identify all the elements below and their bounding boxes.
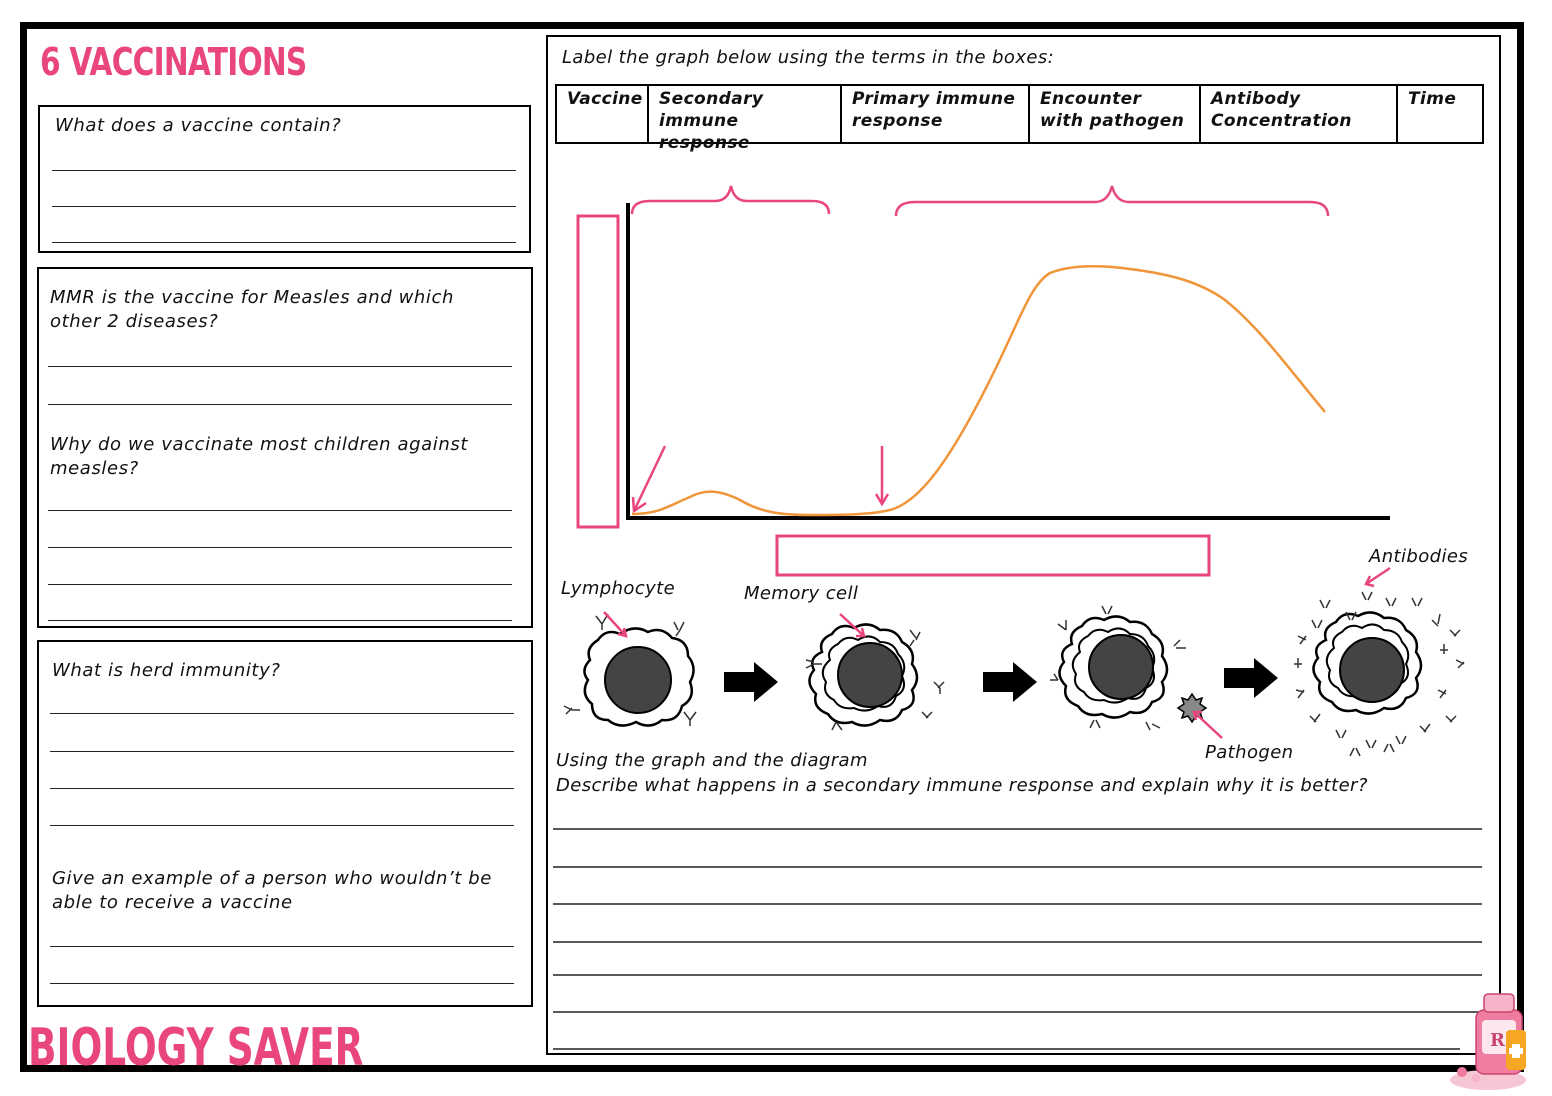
cell-with-pathogen xyxy=(1050,606,1206,730)
prompt-line-2: Describe what happens in a secondary immune response and explain why it is better? xyxy=(556,775,1368,796)
vaccine-arrow xyxy=(633,446,665,511)
brace-second-response[interactable] xyxy=(896,186,1328,216)
encounter-arrow xyxy=(876,446,888,504)
term-secondary-response: Secondary immune response xyxy=(649,86,842,142)
lymphocyte-label: Lymphocyte xyxy=(561,578,676,599)
antibodies-label: Antibodies xyxy=(1369,546,1469,567)
y-axis-label-box[interactable] xyxy=(578,216,618,527)
antibody-curve xyxy=(632,266,1325,515)
question-mmr: MMR is the vaccine for Measles and which other 2 diseases? xyxy=(50,287,455,332)
question-measles: Why do we vaccinate most children against measles? xyxy=(50,434,468,479)
term-antibody-concentration: Antibody Concentration xyxy=(1201,86,1398,142)
term-primary-response: Primary immune response xyxy=(842,86,1030,142)
term-time: Time xyxy=(1408,89,1457,109)
svg-text:R: R xyxy=(1490,1030,1505,1051)
question-herd-immunity: What is herd immunity? xyxy=(52,660,281,681)
graph-axes xyxy=(626,203,1390,520)
pathogen-pointer xyxy=(1194,712,1222,738)
answer-lines[interactable] xyxy=(553,829,1482,1049)
question-no-vaccine: Give an example of a person who wouldn’t be able to receive a vaccine xyxy=(52,868,492,913)
brace-first-response[interactable] xyxy=(632,186,829,214)
antibodies-pointer xyxy=(1366,568,1390,586)
question-vaccine-contents: What does a vaccine contain? xyxy=(55,115,342,136)
term-encounter-pathogen: Encounter with pathogen xyxy=(1030,86,1201,142)
memory-cell xyxy=(806,624,944,730)
memory-cell-label: Memory cell xyxy=(744,583,859,604)
process-arrow xyxy=(1224,658,1278,698)
lymphocyte-cell xyxy=(564,614,696,726)
process-arrow xyxy=(983,662,1037,702)
process-arrow xyxy=(724,662,778,702)
brand-logo: BIOLOGY SAVER xyxy=(28,1018,364,1078)
worksheet-title: 6 VACCINATIONS xyxy=(40,40,307,84)
instruction-text: Label the graph below using the terms in the boxes: xyxy=(562,47,1055,68)
cell-releasing-antibodies xyxy=(1294,592,1464,756)
x-axis-label-box[interactable] xyxy=(777,536,1209,575)
prompt-line-1: Using the graph and the diagram xyxy=(556,750,868,771)
term-vaccine: Vaccine xyxy=(557,86,649,142)
medicine-bottle-icon xyxy=(1450,994,1526,1090)
pathogen-label: Pathogen xyxy=(1205,742,1294,763)
